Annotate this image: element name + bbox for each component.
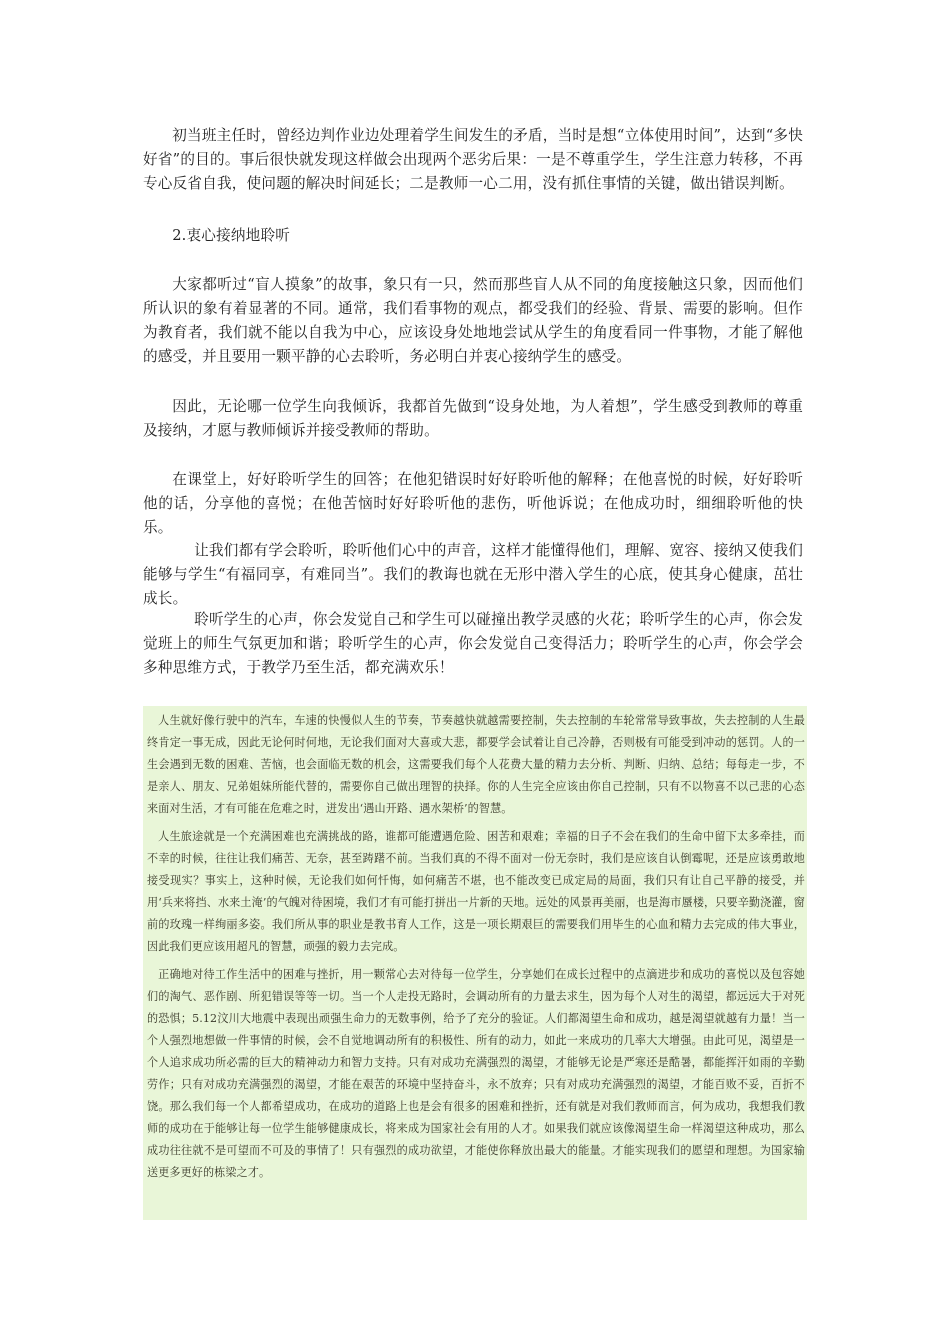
highlight-paragraph-success-desire: 正确地对待工作生活中的困难与挫折，用一颗常心去对待每一位学生，分享她们在成长过程中的点滴进步和成功的喜悦以及包容她们的淘气、恶作剧、所犯错误等等一切。当一个人走投无路时，会调动所有的力量去求生，因为每个人对生的渴望，都远远大于对死的恐惧；5.12汶川大地震中表现出顽强生命力的无数事例，给予了充分的验证。人们都渴望生命和成功，越是渴望就越有力量！当一个人强烈地想做一件事情的时候，会不自觉地调动所有的积极性、所有的动力，如此一来成功的几率大大增强。由此可见，渴望是一个人追求成功所必需的巨大的精神动力和智力支持。只有对成功充满强烈的渴望，才能够无论是严寒还是酷暑，都能挥汗如雨的辛勤劳作；只有对成功充满强烈的渴望，才能在艰苦的环境中坚持奋斗，永不放弃；只有对成功充满强烈的渴望，才能百败不妥，百折不饶。那么我们每一个人都希望成功，在成功的道路上也是会有很多的困难和挫折，还有就是对我们教师而言，何为成功，我想我们教师的成功在于能够让每一位学生能够健康成长，将来成为国家社会有用的人才。如果我们就应该像渴望生命一样渴望这种成功，那么成功往往就不是可望而不可及的事情了！只有强烈的成功欲望，才能使你释放出最大的能量。才能实现我们的愿望和理想。为国家输送更多更好的栋梁之才。 xyxy=(147,968,805,1179)
paragraph-empathy: 因此，无论哪一位学生向我倾诉，我都首先做到“设身处地，为人着想”，学生感受到教师的尊重及接纳，才愿与教师倾诉并接受教师的帮助。 xyxy=(143,398,803,439)
highlighted-text-box xyxy=(143,706,807,1220)
paragraph-blind-men-elephant: 大家都听过“盲人摸象”的故事，象只有一只，然而那些盲人从不同的角度接触这只象，因而他们所认识的象有着显著的不同。通常，我们看事物的观点，都受我们的经验、背景、需要的影响。但作为教育者，我们就不能以自我为中心，应该设身处地地尝试从学生的角度看同一件事物，才能了解他的感受，并且要用一颗平静的心去聆听，务必明白并衷心接纳学生的感受。 xyxy=(143,276,803,365)
paragraph-early-experience: 初当班主任时，曾经边判作业边处理着学生间发生的矛盾，当时是想“立体使用时间”，达到“多快好省”的目的。事后很快就发现这样做会出现两个恶劣后果：一是不尊重学生，学生注意力转移，不再专心反省自我，使问题的解决时间延长；二是教师一心二用，没有抓住事情的关键，做出错误判断。 xyxy=(143,127,803,192)
highlight-paragraph-life-journey: 人生旅途就是一个充满困难也充满挑战的路，谁都可能遭遇危险、困苦和艰难；幸福的日子不会在我们的生命中留下太多牵挂，而不幸的时候，往往让我们痛苦、无奈，甚至踌躇不前。当我们真的不得不面对一份无奈时，我们是应该自认倒霉呢，还是应该勇敢地接受现实？事实上，这种时候，无论我们如何忏悔，如何痛苦不堪，也不能改变已成定局的局面，我们只有让自己平静的接受，并用‘兵来将挡、水来土淹’的气魄对待困境，我们才有可能打拼出一片新的天地。远处的风景再美丽，也是海市蜃楼，只要辛勤浇灌，窗前的玫瑰一样绚丽多姿。我们所从事的职业是教书育人工作，这是一项长期艰巨的需要我们用毕生的心血和精力去完成的伟大事业，因此我们更应该用超凡的智慧，顽强的毅力去完成。 xyxy=(147,830,805,953)
paragraph-classroom-listening: 在课堂上，好好聆听学生的回答；在他犯错误时好好聆听他的解释；在他喜悦的时候，好好聆听他的话，分享他的喜悦；在他苦恼时好好聆听他的悲伤，听他诉说；在他成功时，细细聆听他的快乐。 xyxy=(143,471,803,536)
paragraph-listening-benefits: 聆听学生的心声，你会发觉自己和学生可以碰撞出教学灵感的火花；聆听学生的心声，你会发觉班上的师生气氛更加和谐；聆听学生的心声，你会发觉自己变得活力；聆听学生的心声，你会学会多种思维方式，于教学乃至生活，都充满欢乐！ xyxy=(143,611,803,676)
section-heading: 2.衷心接纳地聆听 xyxy=(172,227,291,244)
highlight-paragraph-life-car: 人生就好像行驶中的汽车，车速的快慢似人生的节奏，节奏越快就越需要控制，失去控制的车轮常常导致事故，失去控制的人生最终肯定一事无成，因此无论何时何地，无论我们面对大喜或大悲，都要学会试着让自己冷静，否则极有可能受到冲动的惩罚。人的一生会遇到无数的困难、苦恼，也会面临无数的机会，这需要我们每个人花费大量的精力去分析、判断、归纳、总结；每每走一步，不是亲人、朋友、兄弟姐妹所能代替的，需要你自己做出理智的抉择。你的人生完全应该由你自己控制，只有不以物喜不以己悲的心态来面对生活，才有可能在危难之时，迸发出‘遇山开路、遇水架桥’的智慧。 xyxy=(147,714,805,815)
paragraph-learn-to-listen: 让我们都有学会聆听，聆听他们心中的声音，这样才能懂得他们，理解、宽容、接纳又使我们能够与学生“有福同享，有难同当”。我们的教诲也就在无形中潜入学生的心底，使其身心健康，茁壮成长。 xyxy=(143,542,803,607)
